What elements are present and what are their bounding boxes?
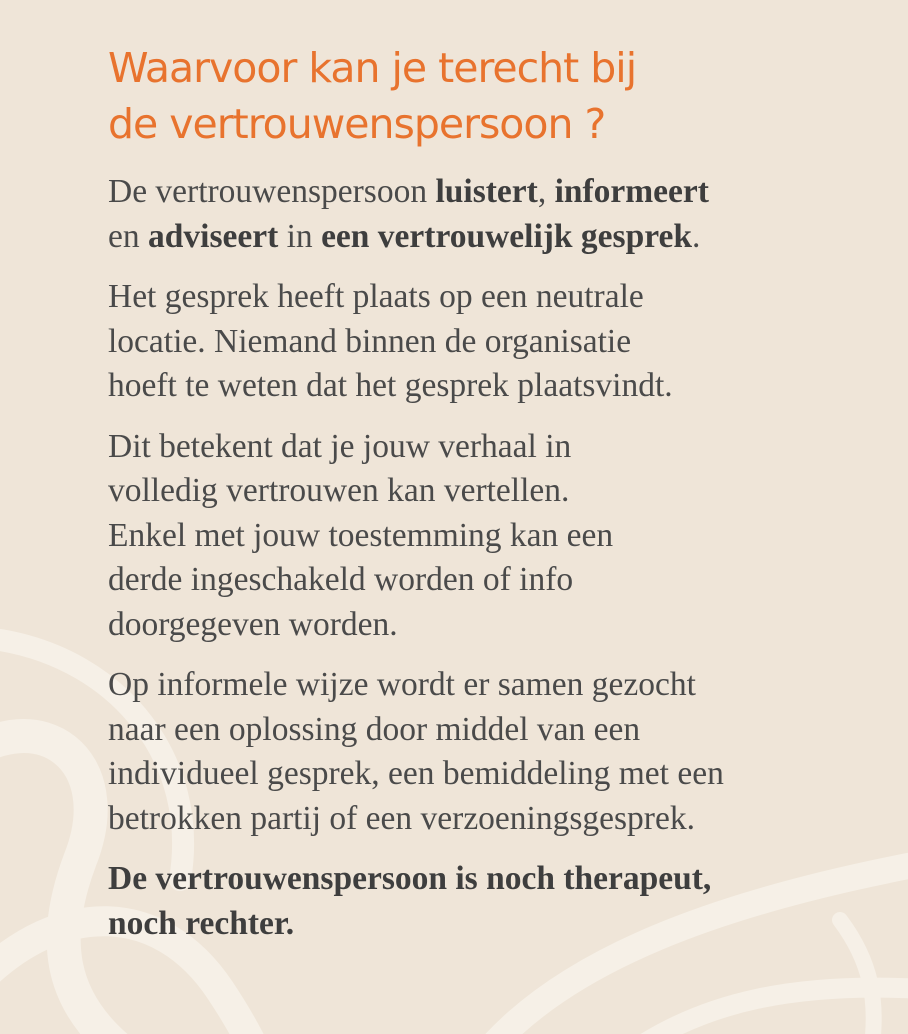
closing-line: De vertrouwenspersoon is noch therapeut,: [108, 860, 712, 897]
confidentiality-line: doorgegeven worden.: [108, 605, 398, 643]
intro-text-2: ,: [537, 173, 555, 210]
location-line: locatie. Niemand binnen de organisatie: [108, 322, 632, 360]
intro-text-5: .: [691, 217, 701, 255]
intro-line-2: [108, 215, 868, 260]
intro-bold-vertrouwelijk-gesprek: een vertrouwelijk gesprek: [321, 217, 692, 255]
confidentiality-line: Dit betekent dat je jouw verhaal in: [108, 427, 572, 465]
main-content: [108, 40, 868, 962]
intro-line-1: [108, 170, 868, 215]
location-paragraph: [108, 275, 868, 409]
closing-line: noch rechter.: [108, 904, 295, 942]
intro-bold-adviseert: adviseert: [148, 217, 279, 255]
intro-text-3: en: [108, 217, 148, 255]
intro-paragraph: [108, 170, 868, 259]
confidentiality-line: derde ingeschakeld worden of info: [108, 561, 574, 598]
location-line: hoeft te weten dat het gesprek plaatsvindt.: [108, 367, 673, 404]
intro-bold-informeert: informeert: [554, 173, 709, 210]
solution-line: betrokken partij of een verzoeningsgesprek.: [108, 799, 695, 837]
closing-statement: [108, 857, 868, 946]
location-line: Het gesprek heeft plaats op een neutrale: [108, 278, 644, 315]
solution-line: naar een oplossing door middel van een: [108, 710, 641, 748]
solution-paragraph: [108, 663, 868, 841]
intro-text-4: in: [278, 217, 322, 255]
page-title: [108, 40, 868, 152]
page-title-line-1: Waarvoor kan je terecht bij: [108, 44, 637, 92]
solution-line: Op informele wijze wordt er samen gezocht: [108, 666, 696, 703]
confidentiality-line: volledig vertrouwen kan vertellen.: [108, 472, 570, 509]
intro-text-1: De vertrouwenspersoon: [108, 173, 436, 210]
confidentiality-paragraph: [108, 425, 868, 648]
solution-line: individueel gesprek, een bemiddeling met een: [108, 755, 724, 792]
confidentiality-line: Enkel met jouw toestemming kan een: [108, 516, 614, 554]
intro-bold-luistert: luistert: [435, 173, 538, 210]
page-title-line-2: de vertrouwenspersoon ?: [108, 100, 606, 148]
